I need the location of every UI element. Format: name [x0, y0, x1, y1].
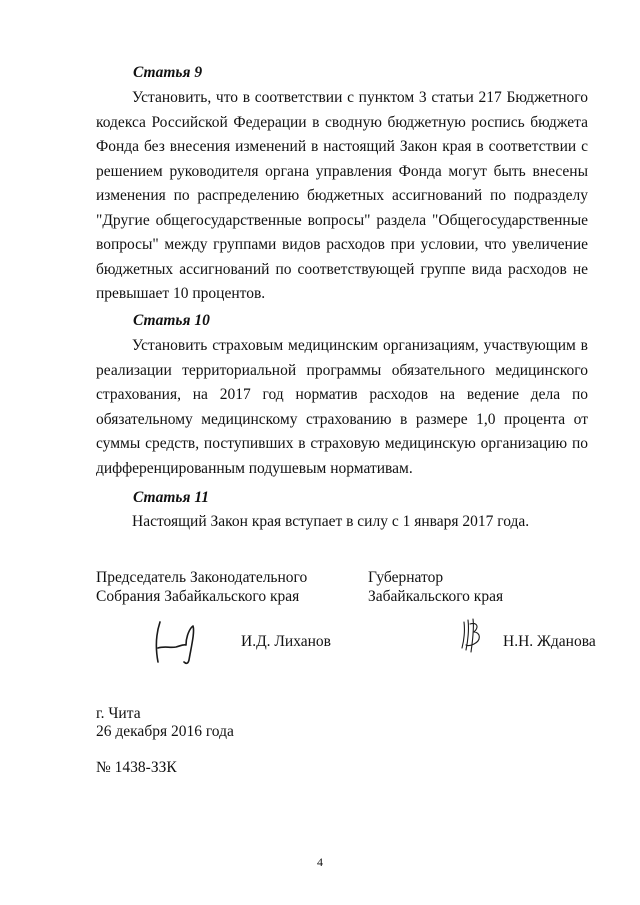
- right-signatory-title-line2: Забайкальского края: [368, 588, 504, 605]
- article-11-heading: Статья 11: [133, 489, 210, 506]
- right-signatory-title-line1: Губернатор: [368, 569, 444, 586]
- right-signatory-name: Н.Н. Жданова: [503, 633, 596, 650]
- left-signatory-title-line2: Собрания Забайкальского края: [96, 588, 300, 605]
- article-11-text: Настоящий Закон края вступает в силу с 1 января 2017 года.: [132, 513, 530, 530]
- page-number: 4: [317, 855, 323, 869]
- left-handwritten-signature: [146, 618, 206, 666]
- article-9-heading: Статья 9: [133, 64, 203, 81]
- right-handwritten-signature: [456, 616, 490, 656]
- left-signatory-name: И.Д. Лиханов: [241, 633, 331, 650]
- law-number: № 1438-ЗЗК: [96, 759, 177, 776]
- left-signatory-title-line1: Председатель Законодательного: [96, 569, 308, 586]
- article-10-text: Установить страховым медицинским организациям, участвующим в реализации территориальной программы обязательного медицинского страхования, на 2017 год норматив расходов на ведение дела по обязательному медицинскому страхованию в размере 1,0 процента от суммы средств, поступивших в страховую медицинскую организацию по дифференцированным подушевым нормативам.: [96, 337, 588, 477]
- date: 26 декабря 2016 года: [96, 723, 234, 740]
- article-9-text: Установить, что в соответствии с пунктом 3 статьи 217 Бюджетного кодекса Российской Федерации в сводную бюджетную роспись бюджета Фонда без внесения изменений в настоящий Закон края в соответствии с решением руководителя органа управления Фонда могут быть внесены изменения по распределению бюджетных ассигнований по подразделу "Другие общегосударственные вопросы" раздела "Общегосударственные вопросы" между группами видов расходов при условии, что увеличение бюджетных ассигнований по соответствующей группе вида расходов не превышает 10 процентов.: [96, 89, 588, 302]
- article-10-heading: Статья 10: [133, 312, 210, 329]
- place: г. Чита: [96, 705, 141, 722]
